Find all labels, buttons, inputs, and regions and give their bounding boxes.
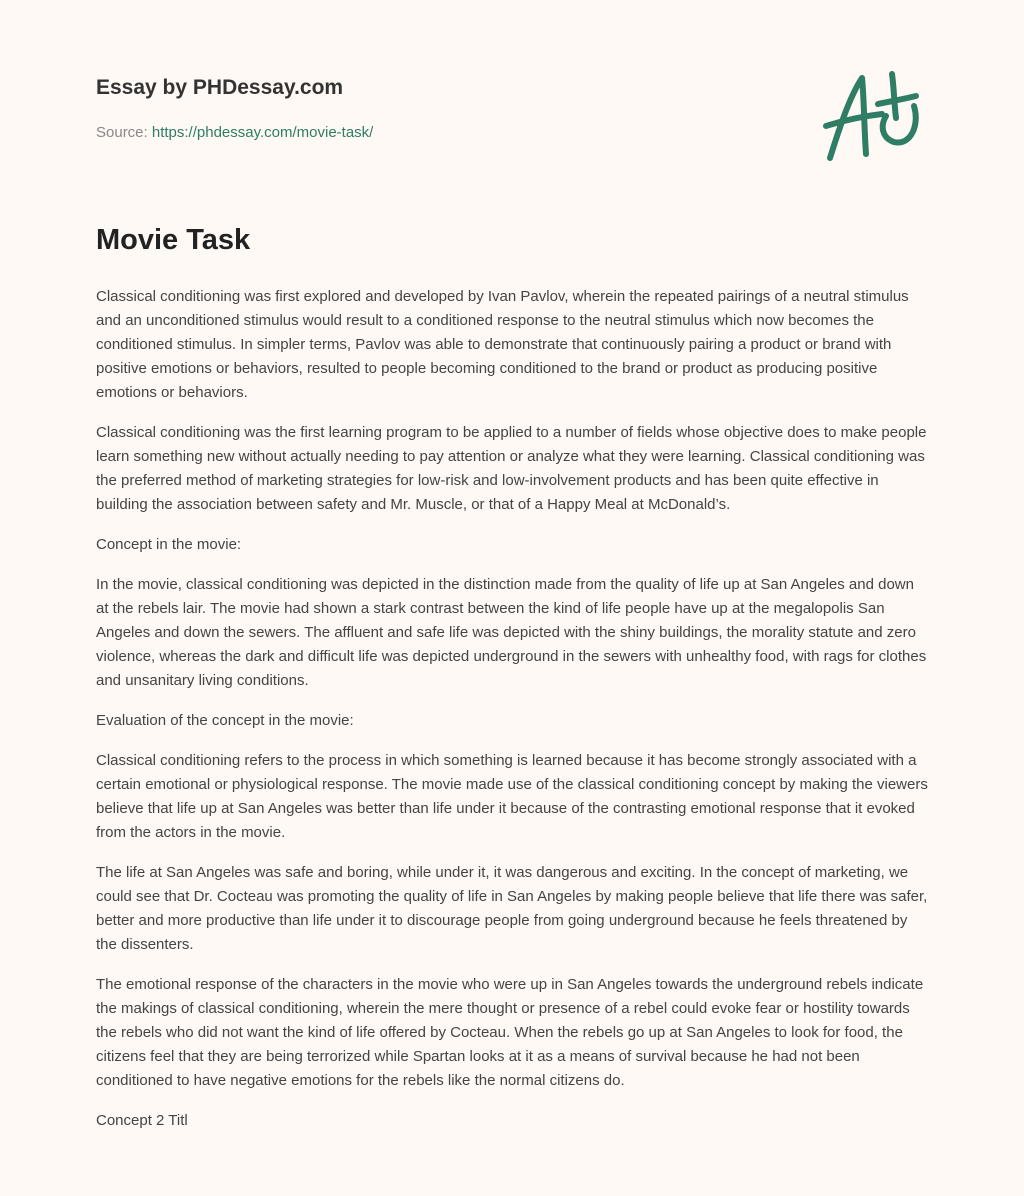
paragraph: Classical conditioning was first explored and developed by Ivan Pavlov, wherein the repeated pairings of a neutral stimulus and an unconditioned stimulus would result to a conditioned response to the neutral stimulus which now becomes the conditioned stimulus. In simpler terms, Pavlov was able to demonstrate that continuously pairing a product or brand with positive emotions or behaviors, resulted to people becoming conditioned to the brand or product as producing positive emotions or behaviors. xyxy=(96,288,909,401)
source-line xyxy=(96,124,373,141)
paragraph: Concept 2 Titl xyxy=(96,1112,188,1129)
paragraph: In the movie, classical conditioning was depicted in the distinction made from the quality of life up at San Angeles and down at the rebels lair. The movie had shown a stark contrast between the kind of life people have up at the megalopolis San Angeles and down the sewers. The affluent and safe life was depicted with the shiny buildings, the morality statute and zero violence, whereas the dark and difficult life was depicted underground in the sewers with unhealthy food, with rags for clothes and unsanitary living conditions. xyxy=(96,576,927,689)
a-plus-logo-icon xyxy=(820,66,930,166)
essay-body xyxy=(96,285,930,1149)
paragraph: The emotional response of the characters in the movie who were up in San Angeles towards the underground rebels indicate the makings of classical conditioning, wherein the mere thought or presence of a rebel could evoke fear or hostility towards the rebels who did not want the kind of life offered by Cocteau. When the rebels go up at San Angeles to look for food, the citizens feel that they are being terrorized while Spartan looks at it as a means of survival because he had not been conditioned to have negative emotions for the rebels like the normal citizens do. xyxy=(96,976,924,1089)
paragraph: Classical conditioning was the first learning program to be applied to a number of fields whose objective does to make people learn something new without actually needing to pay attention or analyze what they were learning. Classical conditioning was the preferred method of marketing strategies for low-risk and low-involvement products and has been quite effective in building the association between safety and Mr. Muscle, or that of a Happy Meal at McDonald’s. xyxy=(96,424,927,513)
paragraph: Classical conditioning refers to the process in which something is learned because it has become strongly associated with a certain emotional or physiological response. The movie made use of the classical conditioning concept by making the viewers believe that life up at San Angeles was better than life under it because of the contrasting emotional response that it evoked from the actors in the movie. xyxy=(96,752,928,841)
source-label: Source: xyxy=(96,124,148,141)
site-title: Essay by PHDessay.com xyxy=(96,76,344,99)
page-title: Movie Task xyxy=(96,224,251,256)
paragraph: Evaluation of the concept in the movie: xyxy=(96,712,354,729)
source-link[interactable]: https://phdessay.com/movie-task/ xyxy=(151,124,374,141)
paragraph: The life at San Angeles was safe and boring, while under it, it was dangerous and exciting. In the concept of marketing, we could see that Dr. Cocteau was promoting the quality of life in San Angeles by making people believe that life there was safer, better and more productive than life under it to discourage people from going underground because he feels threatened by the dissenters. xyxy=(96,864,928,953)
paragraph: Concept in the movie: xyxy=(96,536,242,553)
